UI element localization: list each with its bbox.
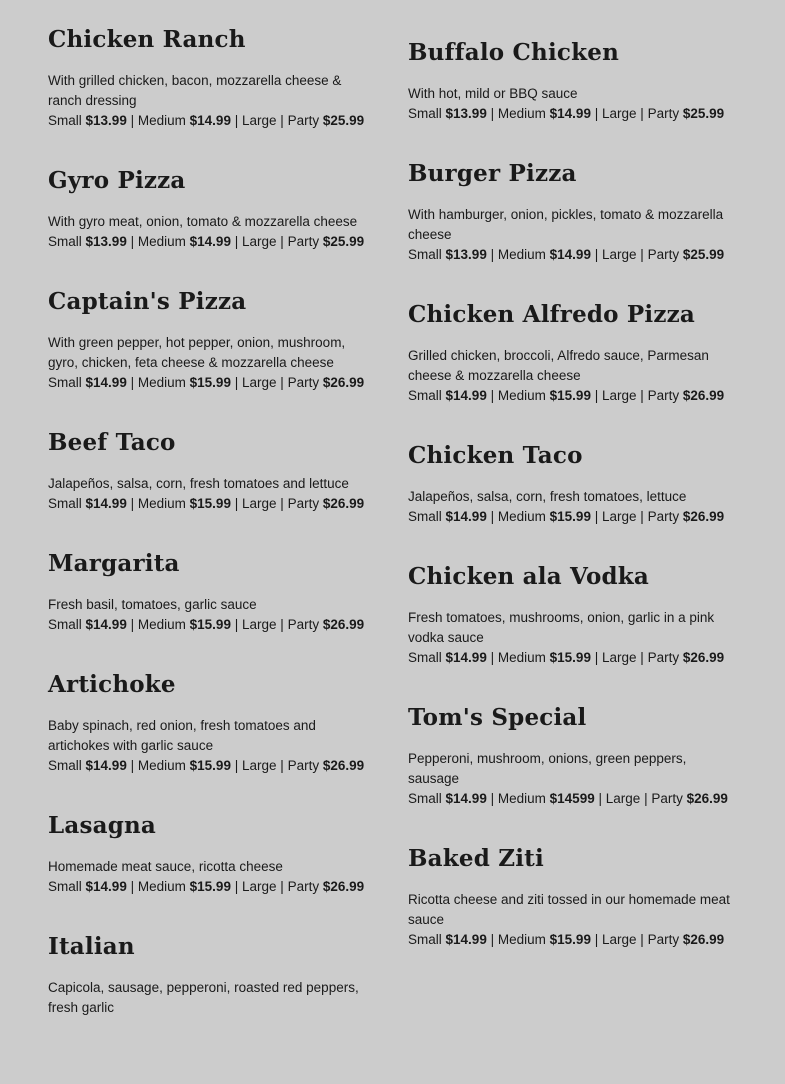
price-party: $26.99 bbox=[682, 509, 725, 524]
size-label-small: Small bbox=[408, 388, 442, 403]
menu-item-name: Chicken Alfredo Pizza bbox=[408, 301, 695, 328]
price-separator: | bbox=[280, 758, 284, 773]
menu-item-prices bbox=[48, 877, 378, 897]
price-party: $26.99 bbox=[682, 650, 725, 665]
price-small: $14.99 bbox=[85, 617, 127, 632]
menu-item-name: Chicken Taco bbox=[408, 442, 583, 469]
price-medium: $14.99 bbox=[189, 113, 231, 128]
price-separator: | bbox=[280, 234, 284, 249]
menu-item bbox=[408, 299, 738, 406]
price-separator: | bbox=[490, 650, 495, 665]
price-separator: | bbox=[490, 509, 495, 524]
price-separator: | bbox=[640, 932, 644, 947]
menu-item-description: With hot, mild or BBQ sauce bbox=[408, 86, 578, 101]
price-party: $26.99 bbox=[682, 388, 725, 403]
size-label-small: Small bbox=[408, 106, 442, 121]
price-medium: $15.99 bbox=[549, 509, 591, 524]
price-medium: $15.99 bbox=[189, 758, 231, 773]
menu-item-prices bbox=[408, 386, 738, 406]
menu-item-name: Italian bbox=[48, 933, 135, 960]
menu-item bbox=[48, 286, 378, 393]
size-label-small: Small bbox=[408, 791, 442, 806]
price-separator: | bbox=[234, 234, 239, 249]
menu-item bbox=[408, 158, 738, 265]
menu-item-name: Buffalo Chicken bbox=[408, 39, 619, 66]
size-label-medium: Medium bbox=[137, 617, 186, 632]
menu-item-description: Baby spinach, red onion, fresh tomatoes and artichokes with garlic sauce bbox=[48, 718, 316, 753]
price-separator: | bbox=[594, 247, 599, 262]
price-small: $13.99 bbox=[85, 234, 127, 249]
price-medium: $15.99 bbox=[549, 650, 591, 665]
size-label-small: Small bbox=[48, 496, 82, 511]
size-label-large: Large bbox=[602, 650, 637, 665]
price-separator: | bbox=[130, 879, 135, 894]
price-separator: | bbox=[130, 113, 135, 128]
price-medium: $14.99 bbox=[549, 106, 591, 121]
size-label-medium: Medium bbox=[137, 496, 186, 511]
menu-item-prices bbox=[408, 104, 738, 124]
size-label-large: Large bbox=[242, 113, 277, 128]
menu-item bbox=[408, 0, 738, 3]
size-label-large: Large bbox=[242, 879, 277, 894]
size-label-party: Party bbox=[647, 650, 680, 665]
price-medium: $14.99 bbox=[549, 247, 591, 262]
menu-column-right bbox=[408, 0, 738, 984]
size-label-party: Party bbox=[647, 247, 680, 262]
price-separator: | bbox=[598, 791, 602, 806]
price-small: $14.99 bbox=[85, 879, 127, 894]
price-party: $26.99 bbox=[322, 758, 365, 773]
price-party: $26.99 bbox=[322, 496, 365, 511]
price-separator: | bbox=[280, 496, 284, 511]
price-small: $14.99 bbox=[445, 388, 487, 403]
price-party: $25.99 bbox=[322, 113, 365, 128]
menu-item-name: Captain's Pizza bbox=[48, 288, 247, 315]
menu-item-name: Margarita bbox=[48, 550, 180, 577]
price-party: $26.99 bbox=[686, 791, 728, 806]
size-label-small: Small bbox=[408, 932, 442, 947]
size-label-party: Party bbox=[647, 509, 680, 524]
size-label-large: Large bbox=[602, 388, 637, 403]
menu-item-description: Fresh basil, tomatoes, garlic sauce bbox=[48, 597, 257, 612]
price-separator: | bbox=[644, 791, 648, 806]
menu-item bbox=[48, 669, 378, 776]
price-separator: | bbox=[640, 650, 644, 665]
menu-item-description: Ricotta cheese and ziti tossed in our homemade meat sauce bbox=[408, 892, 730, 927]
price-separator: | bbox=[594, 509, 599, 524]
price-small: $14.99 bbox=[445, 791, 487, 806]
menu-item-name: Artichoke bbox=[48, 671, 176, 698]
price-party: $25.99 bbox=[682, 106, 725, 121]
menu-item-description: With grilled chicken, bacon, mozzarella cheese & ranch dressing bbox=[48, 73, 342, 108]
price-separator: | bbox=[280, 617, 284, 632]
price-separator: | bbox=[490, 247, 495, 262]
menu-item-description: Fresh tomatoes, mushrooms, onion, garlic in a pink vodka sauce bbox=[408, 610, 715, 645]
menu-item-prices bbox=[408, 789, 738, 809]
size-label-medium: Medium bbox=[497, 791, 546, 806]
menu-item bbox=[408, 702, 738, 809]
menu-item-name: Baked Ziti bbox=[408, 845, 544, 872]
menu-item-description: With gyro meat, onion, tomato & mozzarella cheese bbox=[48, 214, 358, 229]
price-separator: | bbox=[130, 758, 135, 773]
price-small: $13.99 bbox=[445, 247, 487, 262]
size-label-party: Party bbox=[287, 375, 320, 390]
size-label-large: Large bbox=[602, 932, 637, 947]
size-label-large: Large bbox=[602, 106, 637, 121]
size-label-large: Large bbox=[602, 247, 637, 262]
price-separator: | bbox=[280, 113, 284, 128]
menu-item bbox=[408, 37, 738, 124]
price-separator: | bbox=[640, 509, 644, 524]
price-separator: | bbox=[280, 879, 284, 894]
menu-item-description: Jalapeños, salsa, corn, fresh tomatoes and lettuce bbox=[48, 476, 349, 491]
menu-item-name: Gyro Pizza bbox=[48, 167, 186, 194]
price-medium: $15.99 bbox=[189, 879, 231, 894]
price-separator: | bbox=[130, 617, 135, 632]
price-separator: | bbox=[490, 932, 495, 947]
menu-item bbox=[48, 810, 378, 897]
price-party: $26.99 bbox=[682, 932, 725, 947]
size-label-medium: Medium bbox=[497, 650, 546, 665]
price-separator: | bbox=[640, 388, 644, 403]
price-small: $14.99 bbox=[85, 758, 127, 773]
size-label-party: Party bbox=[287, 234, 320, 249]
size-label-small: Small bbox=[48, 617, 82, 632]
price-medium: $14599 bbox=[549, 791, 595, 806]
size-label-party: Party bbox=[647, 388, 680, 403]
size-label-medium: Medium bbox=[497, 106, 546, 121]
price-separator: | bbox=[490, 791, 495, 806]
menu-item-description: Pepperoni, mushroom, onions, green peppers, sausage bbox=[408, 751, 687, 786]
price-separator: | bbox=[234, 758, 239, 773]
menu-item-description: Homemade meat sauce, ricotta cheese bbox=[48, 859, 283, 874]
price-separator: | bbox=[234, 375, 239, 390]
menu-item-name: Beef Taco bbox=[48, 429, 176, 456]
price-separator: | bbox=[594, 106, 599, 121]
price-separator: | bbox=[280, 375, 284, 390]
menu-item-prices bbox=[48, 232, 378, 252]
menu-item-prices bbox=[48, 111, 378, 131]
price-party: $26.99 bbox=[322, 617, 365, 632]
price-separator: | bbox=[234, 879, 239, 894]
price-small: $14.99 bbox=[85, 375, 127, 390]
price-party: $25.99 bbox=[322, 234, 365, 249]
size-label-party: Party bbox=[287, 758, 320, 773]
menu-item-description: With hamburger, onion, pickles, tomato & mozzarella cheese bbox=[408, 207, 724, 242]
menu-item-description: Capicola, sausage, pepperoni, roasted red peppers, fresh garlic bbox=[48, 980, 359, 1015]
size-label-large: Large bbox=[605, 791, 641, 806]
price-separator: | bbox=[594, 650, 599, 665]
menu-item-name: Burger Pizza bbox=[408, 160, 577, 187]
menu-item bbox=[48, 165, 378, 252]
size-label-large: Large bbox=[242, 617, 277, 632]
size-label-small: Small bbox=[48, 879, 82, 894]
size-label-medium: Medium bbox=[137, 758, 186, 773]
menu-item-prices bbox=[408, 245, 738, 265]
size-label-medium: Medium bbox=[137, 879, 186, 894]
menu-item-prices bbox=[408, 648, 738, 668]
price-separator: | bbox=[640, 106, 644, 121]
size-label-small: Small bbox=[48, 234, 82, 249]
size-label-medium: Medium bbox=[497, 932, 546, 947]
menu-item bbox=[48, 427, 378, 514]
size-label-small: Small bbox=[408, 509, 442, 524]
size-label-medium: Medium bbox=[137, 234, 186, 249]
price-separator: | bbox=[234, 617, 239, 632]
price-party: $26.99 bbox=[322, 375, 365, 390]
menu-item-prices bbox=[48, 615, 378, 635]
menu-item bbox=[408, 561, 738, 668]
price-small: $14.99 bbox=[85, 496, 127, 511]
price-separator: | bbox=[234, 496, 239, 511]
menu-item-name: Tom's Special bbox=[408, 704, 587, 731]
menu-item-prices bbox=[408, 507, 738, 527]
size-label-large: Large bbox=[602, 509, 637, 524]
size-label-large: Large bbox=[242, 758, 277, 773]
price-medium: $15.99 bbox=[549, 388, 591, 403]
size-label-small: Small bbox=[48, 375, 82, 390]
price-party: $25.99 bbox=[682, 247, 725, 262]
size-label-small: Small bbox=[408, 247, 442, 262]
size-label-party: Party bbox=[287, 496, 320, 511]
price-small: $14.99 bbox=[445, 932, 487, 947]
menu-item-prices bbox=[48, 756, 378, 776]
price-small: $13.99 bbox=[85, 113, 127, 128]
price-separator: | bbox=[234, 113, 239, 128]
size-label-medium: Medium bbox=[137, 375, 186, 390]
price-small: $14.99 bbox=[445, 650, 487, 665]
size-label-small: Small bbox=[408, 650, 442, 665]
price-small: $14.99 bbox=[445, 509, 487, 524]
menu-item bbox=[48, 24, 378, 131]
size-label-large: Large bbox=[242, 496, 277, 511]
price-separator: | bbox=[490, 106, 495, 121]
price-medium: $15.99 bbox=[549, 932, 591, 947]
size-label-small: Small bbox=[48, 758, 82, 773]
price-separator: | bbox=[130, 234, 135, 249]
price-party: $26.99 bbox=[322, 879, 365, 894]
size-label-small: Small bbox=[48, 113, 82, 128]
menu-item bbox=[48, 548, 378, 635]
menu-item-description: Grilled chicken, broccoli, Alfredo sauce, Parmesan cheese & mozzarella cheese bbox=[408, 348, 709, 383]
menu-item-prices bbox=[48, 373, 378, 393]
size-label-party: Party bbox=[647, 932, 680, 947]
size-label-party: Party bbox=[287, 879, 320, 894]
size-label-medium: Medium bbox=[497, 388, 546, 403]
size-label-party: Party bbox=[647, 106, 680, 121]
price-medium: $14.99 bbox=[189, 234, 231, 249]
size-label-party: Party bbox=[287, 113, 320, 128]
menu-item-name: Chicken Ranch bbox=[48, 26, 246, 53]
price-medium: $15.99 bbox=[189, 375, 231, 390]
price-separator: | bbox=[594, 388, 599, 403]
price-separator: | bbox=[130, 496, 135, 511]
menu-column-left bbox=[48, 24, 378, 1052]
menu-item-name: Chicken ala Vodka bbox=[408, 563, 650, 590]
menu-item bbox=[408, 843, 738, 950]
size-label-large: Large bbox=[242, 375, 277, 390]
size-label-party: Party bbox=[651, 791, 683, 806]
menu-item-name: Lasagna bbox=[48, 812, 157, 839]
size-label-medium: Medium bbox=[497, 247, 546, 262]
price-separator: | bbox=[130, 375, 135, 390]
menu-item-prices bbox=[408, 0, 738, 3]
menu-item-description: With green pepper, hot pepper, onion, mushroom, gyro, chicken, feta cheese & mozzarella cheese bbox=[48, 335, 346, 370]
price-separator: | bbox=[594, 932, 599, 947]
price-small: $13.99 bbox=[445, 106, 487, 121]
size-label-medium: Medium bbox=[497, 509, 546, 524]
size-label-large: Large bbox=[242, 234, 277, 249]
menu-item bbox=[408, 440, 738, 527]
price-separator: | bbox=[640, 247, 644, 262]
size-label-medium: Medium bbox=[137, 113, 186, 128]
menu-item-description: Jalapeños, salsa, corn, fresh tomatoes, lettuce bbox=[408, 489, 687, 504]
menu-item-prices bbox=[408, 930, 738, 950]
price-separator: | bbox=[490, 388, 495, 403]
size-label-party: Party bbox=[287, 617, 320, 632]
price-medium: $15.99 bbox=[189, 496, 231, 511]
price-medium: $15.99 bbox=[189, 617, 231, 632]
menu-item-prices bbox=[48, 494, 378, 514]
menu-item bbox=[48, 931, 378, 1018]
